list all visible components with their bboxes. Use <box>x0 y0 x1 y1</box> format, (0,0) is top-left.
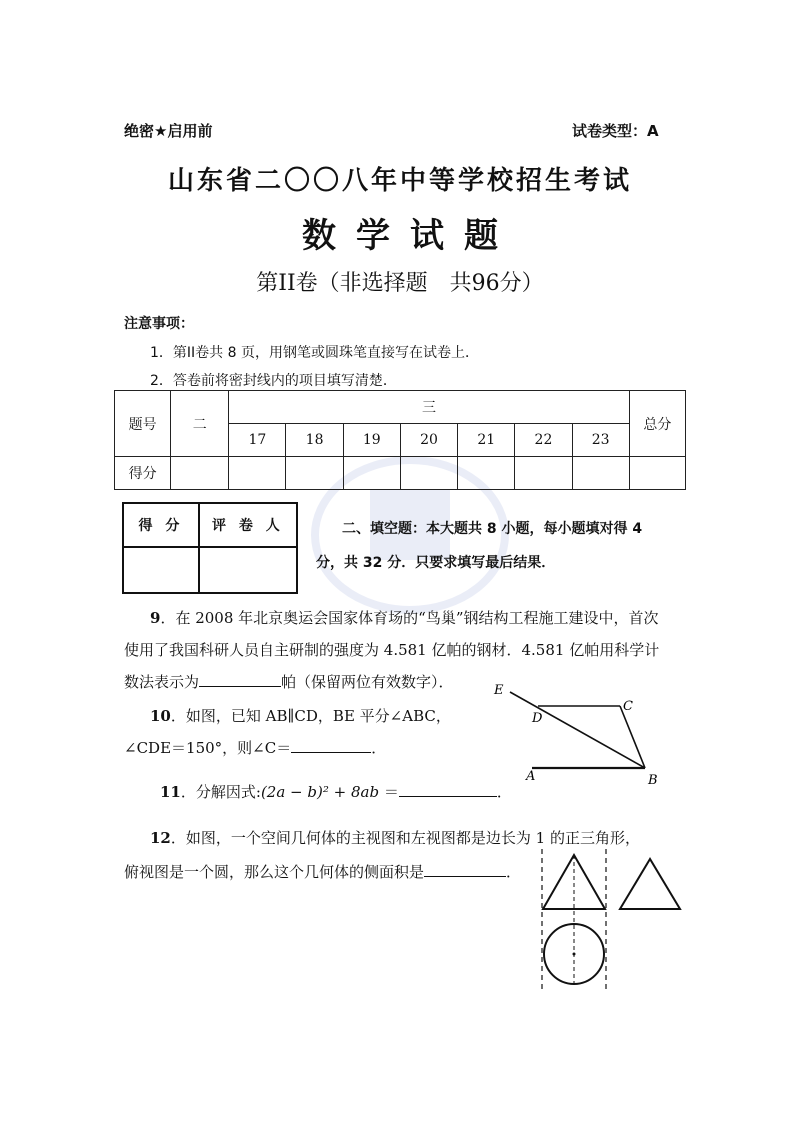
answer-blank-q10[interactable] <box>291 736 371 753</box>
question-number-header: 题号 <box>115 391 171 457</box>
score-table <box>114 390 686 490</box>
notes-heading: 注意事项： <box>124 316 194 332</box>
score-cell[interactable] <box>286 457 343 490</box>
question-12-line2: 俯视图是一个圆，那么这个几何体的侧面积是 ． <box>124 856 521 888</box>
grader-score-header: 得 分 <box>123 503 199 547</box>
note-item: 2．答卷前将密封线内的项目填写清楚． <box>150 373 397 389</box>
confidential-label: 绝密★启用前 <box>124 122 213 140</box>
score-cell[interactable] <box>343 457 400 490</box>
circle-center <box>573 953 576 956</box>
question-12-number: 12 <box>150 829 171 847</box>
label-a: A <box>526 769 536 784</box>
label-e: E <box>494 683 504 698</box>
parallel-lines-figure <box>480 680 670 790</box>
side-view-triangle <box>620 859 680 909</box>
section-2-intro-line1: 二、填空题：本大题共 8 小题，每小题填对得 4 <box>342 521 643 537</box>
score-cell[interactable] <box>400 457 457 490</box>
paper-type-label: 试卷类型：A <box>572 122 659 140</box>
question-9-number: 9 <box>150 609 161 627</box>
question-10-line1: 10．如图，已知 AB∥CD，BE 平分∠ABC， <box>150 707 451 725</box>
question-17-header: 17 <box>229 424 286 457</box>
question-22-header: 22 <box>515 424 572 457</box>
score-cell[interactable] <box>515 457 572 490</box>
question-9-line1: 9．在 2008 年北京奥运会国家体育场的“鸟巢”钢结构工程施工建设中，首次 <box>150 609 659 627</box>
three-views-figure <box>528 845 688 995</box>
score-cell[interactable] <box>171 457 229 490</box>
section-2-intro-line2: 分，共 32 分．只要求填写最后结果． <box>316 555 556 571</box>
answer-blank-q9[interactable] <box>199 670 281 687</box>
score-cell[interactable] <box>629 457 685 490</box>
grader-box <box>122 502 298 594</box>
question-9-line3: 数法表示为 帕（保留两位有效数字）． <box>124 666 454 698</box>
label-b: B <box>648 773 658 788</box>
question-23-header: 23 <box>572 424 629 457</box>
score-cell[interactable] <box>458 457 515 490</box>
section-3-header: 三 <box>229 391 630 424</box>
score-cell[interactable] <box>572 457 629 490</box>
question-10-number: 10 <box>150 707 171 725</box>
answer-blank-q11[interactable] <box>399 780 497 797</box>
exam-title: 山东省二〇〇八年中等学校招生考试 <box>167 166 632 196</box>
score-cell[interactable] <box>229 457 286 490</box>
grader-name-cell[interactable] <box>199 547 297 593</box>
score-row-label: 得分 <box>115 457 171 490</box>
subject-title: 数学试题 <box>302 216 518 256</box>
question-11-line: 11．分解因式:(2a − b)² + 8ab ＝ ． <box>160 776 512 808</box>
question-18-header: 18 <box>286 424 343 457</box>
question-12-line1: 12．如图，一个空间几何体的主视图和左视图都是边长为 1 的正三角形， <box>150 829 640 847</box>
line-cb <box>620 706 645 768</box>
question-19-header: 19 <box>343 424 400 457</box>
label-d: D <box>532 711 543 726</box>
question-11-number: 11 <box>160 783 181 801</box>
answer-blank-q12[interactable] <box>424 860 506 877</box>
section-2-header: 二 <box>171 391 229 457</box>
question-20-header: 20 <box>400 424 457 457</box>
factor-expression: (2a − b)² + 8ab <box>260 783 380 801</box>
total-header: 总分 <box>629 391 685 457</box>
note-item: 1．第II卷共 8 页，用钢笔或圆珠笔直接写在试卷上． <box>150 345 479 361</box>
grader-score-cell[interactable] <box>123 547 199 593</box>
question-9-line2: 使用了我国科研人员自主研制的强度为 4.581 亿帕的钢材．4.581 亿帕用科学计 <box>124 641 660 659</box>
label-c: C <box>623 699 633 714</box>
grader-name-header: 评 卷 人 <box>199 503 297 547</box>
question-10-line2: ∠CDE＝150°，则∠C＝ ． <box>124 732 386 764</box>
part-title: 第II卷（非选择题 共96分） <box>256 271 544 296</box>
question-21-header: 21 <box>458 424 515 457</box>
